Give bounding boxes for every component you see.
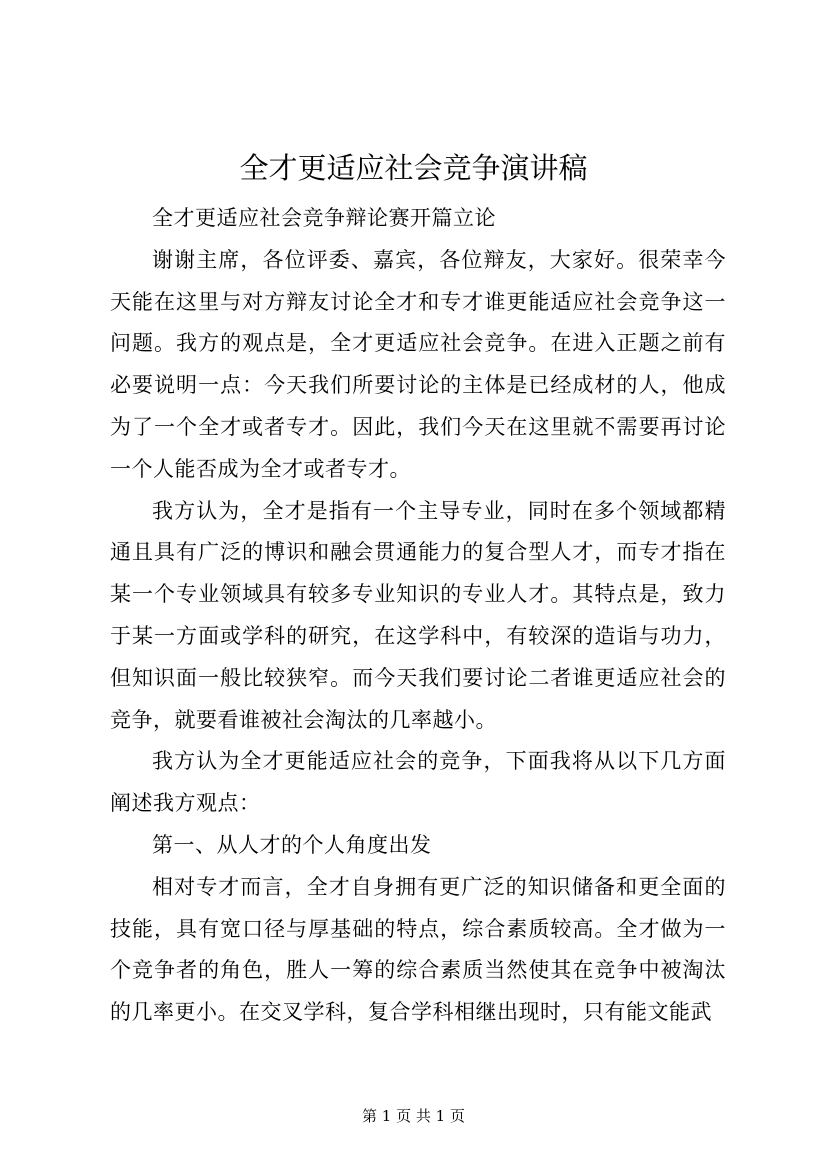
paragraph-definition: 我方认为，全才是指有一个主导专业，同时在多个领域都精通且具有广泛的博识和融会贯通能力的复合型人才，而专才指在某一个专业领域具有较多专业知识的专业人才。其特点是，致力于某一方面或学科的研究，在这学科中，有较深的造诣与功力，但知识面一般比较狭窄。而今天我们要讨论二者谁更适应社会的竞争，就要看谁被社会淘汰的几率越小。 [110, 498, 726, 732]
paragraph-subtitle: 全才更适应社会竞争辩论赛开篇立论 [152, 206, 496, 230]
document-body [110, 198, 726, 1034]
paragraph-section-heading: 第一、从人才的个人角度出发 [152, 832, 432, 857]
paragraph-greeting: 谢谢主席，各位评委、嘉宾，各位辩友，大家好。很荣幸今天能在这里与对方辩友讨论全才和专才谁更能适应社会竞争这一问题。我方的观点是，全才更适应社会竞争。在进入正题之前有必要说明一点：今天我们所要讨论的主体是已经成材的人，他成为了一个全才或者专才。因此，我们今天在这里就不需要再讨论一个人能否成为全才或者专才。 [110, 247, 726, 481]
page-footer: 第 1 页 共 1 页 [362, 1107, 465, 1125]
paragraph-thesis: 我方认为全才更能适应社会的竞争，下面我将从以下几方面阐述我方观点： [110, 749, 726, 816]
document-title: 全才更适应社会竞争演讲稿 [239, 151, 588, 185]
paragraph-argument: 相对专才而言，全才自身拥有更广泛的知识储备和更全面的技能，具有宽口径与厚基础的特点，综合素质较高。全才做为一个竞争者的角色，胜人一筹的综合素质当然使其在竞争中被淘汰的几率更小。在交叉学科，复合学科相继出现时，只有能文能武 [110, 874, 726, 1025]
